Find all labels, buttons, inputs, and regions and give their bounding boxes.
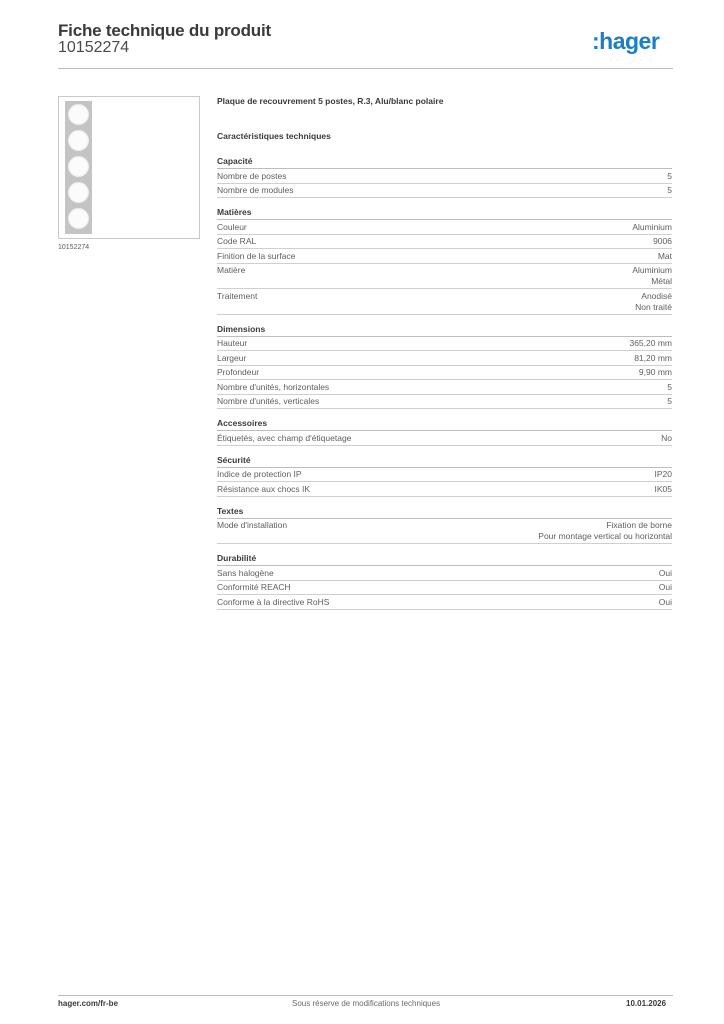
spec-value — [659, 582, 672, 593]
spec-value — [653, 236, 672, 247]
spec-row — [217, 366, 672, 381]
spec-value-line: Non traité — [635, 301, 672, 312]
spec-label: Conformité REACH — [217, 582, 291, 592]
plate-opening — [68, 130, 89, 151]
spec-value — [629, 338, 672, 349]
spec-label: Couleur — [217, 221, 247, 232]
spec-row — [217, 482, 672, 497]
spec-value-line: Oui — [658, 596, 672, 607]
plate-opening — [68, 104, 89, 125]
spec-value — [661, 433, 672, 444]
spec-value-line: 9,90 mm — [638, 367, 672, 377]
spec-value-line: Oui — [658, 582, 672, 592]
spec-row — [217, 519, 672, 545]
spec-label: Conforme à la directive RoHS — [217, 596, 330, 607]
specifications — [217, 96, 672, 619]
spec-label: Traitement — [217, 290, 258, 301]
spec-value — [659, 568, 672, 579]
spec-value — [632, 265, 672, 287]
product-image — [58, 96, 200, 239]
spec-value — [658, 251, 672, 262]
spec-section — [217, 553, 672, 610]
spec-value — [667, 382, 672, 393]
section-title: Dimensions — [217, 324, 672, 337]
spec-label: Indice de protection IP — [217, 469, 302, 479]
plate-opening — [68, 156, 89, 177]
spec-value-line: Pour montage vertical ou horizontal — [538, 531, 672, 541]
spec-sections — [217, 156, 672, 610]
spec-row — [217, 468, 672, 483]
spec-section — [217, 418, 672, 446]
spec-section — [217, 207, 672, 315]
section-title: Textes — [217, 506, 672, 519]
spec-row — [217, 169, 672, 184]
spec-value-line: Anodisé — [641, 290, 672, 301]
spec-value-line: Métal — [651, 276, 672, 286]
hager-logo[interactable] — [592, 28, 674, 56]
spec-row — [217, 337, 672, 352]
product-number: 10152274 — [58, 39, 130, 56]
spec-value-line: Mat — [657, 250, 672, 261]
spec-row — [217, 395, 672, 410]
spec-label: Sans halogène — [217, 567, 274, 578]
header-divider — [58, 68, 673, 69]
spec-value — [655, 469, 673, 480]
spec-row — [217, 289, 672, 315]
spec-row — [217, 220, 672, 235]
spec-value — [538, 520, 672, 542]
spec-value-line: 365,20 mm — [629, 338, 672, 348]
footer-disclaimer: Sous réserve de modifications techniques — [292, 999, 441, 1008]
specs-heading: Caractéristiques techniques — [217, 131, 331, 141]
section-title: Durabilité — [217, 553, 672, 566]
spec-section — [217, 156, 672, 198]
spec-label: Profondeur — [217, 367, 260, 377]
section-title: Capacité — [217, 156, 672, 169]
spec-label: Nombre d'unités, verticales — [217, 396, 320, 406]
section-title: Accessoires — [217, 418, 672, 431]
spec-value-line: 9006 — [653, 236, 672, 246]
spec-value — [635, 291, 672, 313]
svg-text::hager: :hager — [592, 28, 660, 54]
spec-row — [217, 581, 672, 596]
spec-label: Hauteur — [217, 338, 248, 348]
spec-label: Nombre de postes — [217, 170, 287, 181]
spec-value-line: 5 — [667, 185, 672, 195]
spec-value-line: 81,20 mm — [634, 352, 672, 363]
spec-section — [217, 506, 672, 545]
spec-value-line: Aluminium — [632, 221, 672, 232]
spec-value — [667, 396, 672, 407]
spec-value — [655, 484, 673, 495]
spec-label: Nombre d'unités, horizontales — [217, 381, 330, 392]
spec-row — [217, 235, 672, 250]
cover-plate-illustration — [65, 101, 92, 234]
section-title: Sécurité — [217, 455, 672, 468]
spec-value — [634, 353, 672, 364]
spec-value-line: IK05 — [654, 483, 672, 494]
plate-opening — [68, 182, 89, 203]
spec-value-line: 5 — [667, 170, 672, 181]
spec-value — [667, 185, 672, 196]
spec-row — [217, 566, 672, 581]
spec-value — [632, 222, 672, 233]
spec-row — [217, 380, 672, 395]
spec-value-line: 5 — [667, 396, 672, 406]
spec-value-line: No — [661, 432, 672, 443]
section-title: Matières — [217, 207, 672, 220]
spec-label: Étiquetés, avec champ d'étiquetage — [217, 432, 352, 443]
spec-value-line: Aluminium — [632, 265, 672, 275]
spec-label: Largeur — [217, 352, 247, 363]
spec-row — [217, 264, 672, 290]
spec-row — [217, 351, 672, 366]
spec-section — [217, 324, 672, 410]
spec-value-line: IP20 — [654, 469, 672, 479]
spec-label: Nombre de modules — [217, 185, 294, 195]
spec-value — [639, 367, 672, 378]
spec-row — [217, 184, 672, 199]
spec-label: Code RAL — [217, 236, 257, 246]
spec-label: Mode d'installation — [217, 520, 288, 530]
spec-value — [659, 597, 672, 608]
footer-date: 10.01.2026 — [626, 999, 667, 1008]
spec-value-line: Oui — [658, 567, 672, 578]
spec-label: Résistance aux chocs IK — [217, 483, 311, 494]
spec-value — [667, 171, 672, 182]
spec-section — [217, 455, 672, 497]
spec-label: Matière — [217, 265, 246, 275]
spec-value-line: Fixation de borne — [606, 520, 672, 530]
image-caption: 10152274 — [58, 244, 90, 251]
spec-row — [217, 431, 672, 446]
spec-label: Finition de la surface — [217, 250, 296, 261]
footer-divider — [58, 995, 673, 996]
spec-row — [217, 595, 672, 610]
spec-row — [217, 249, 672, 264]
product-description: Plaque de recouvrement 5 postes, R.3, Alu/blanc polaire — [217, 96, 444, 106]
spec-value-line: 5 — [667, 381, 672, 392]
page-title: Fiche technique du produit — [58, 21, 271, 40]
plate-opening — [68, 208, 89, 229]
footer-website-link[interactable]: hager.com/fr-be — [58, 999, 119, 1008]
